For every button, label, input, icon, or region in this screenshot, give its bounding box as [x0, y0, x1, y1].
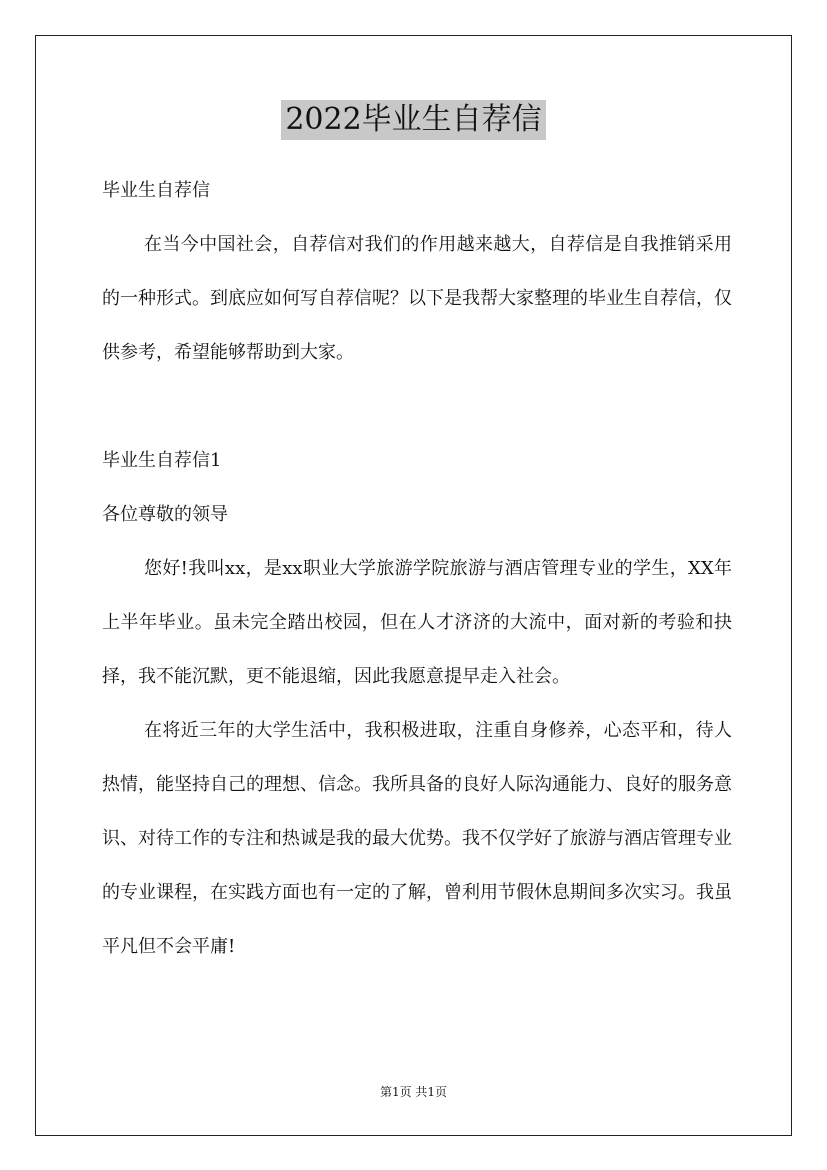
body-paragraph: 在将近三年的大学生活中，我积极进取，注重自身修养，心态平和，待人热情，能坚持自己的理想、信念。我所具备的良好人际沟通能力、良好的服务意识、对待工作的专注和热诚是我的最大优势。我不仅学好了旅游与酒店管理专业的专业课程，在实践方面也有一定的了解，曾利用节假休息期间多次实习。我虽平凡但不会平庸! — [102, 720, 732, 957]
salutation: 各位尊敬的领导 — [102, 504, 228, 525]
section-heading: 毕业生自荐信 — [102, 180, 210, 201]
page-footer: 第1页 共1页 — [379, 1085, 448, 1099]
intro-paragraph: 在当今中国社会，自荐信对我们的作用越来越大，自荐信是自我推销采用的一种形式。到底应如何写自荐信呢？以下是我帮大家整理的毕业生自荐信，仅供参考，希望能够帮助到大家。 — [102, 234, 732, 363]
letter-heading: 毕业生自荐信1 — [102, 450, 222, 471]
body-paragraph: 您好!我叫xx，是xx职业大学旅游学院旅游与酒店管理专业的学生，XX年上半年毕业。虽未完全踏出校园，但在人才济济的大流中，面对新的考验和抉择，我不能沉默，更不能退缩，因此我愿意提早走入社会。 — [102, 558, 732, 687]
blank-line — [102, 380, 732, 434]
title-container — [0, 100, 827, 140]
document-body — [102, 164, 732, 974]
document-title: 2022毕业生自荐信 — [281, 100, 545, 140]
